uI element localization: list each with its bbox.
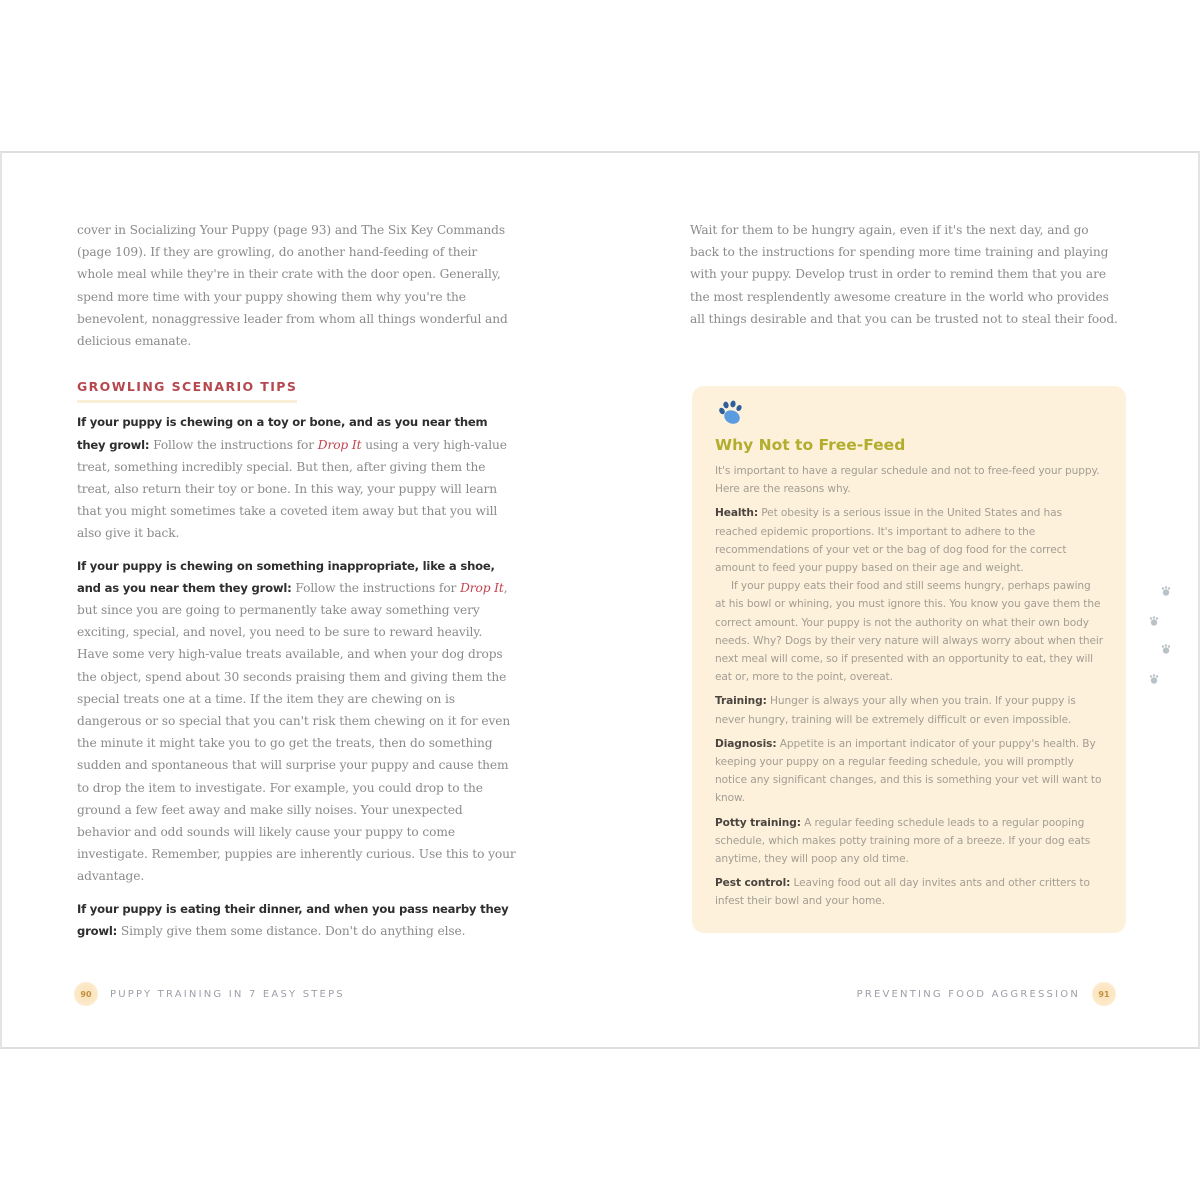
tip-paragraph [77,411,517,544]
tip-paragraph [77,898,517,942]
item-lead: Health: [715,507,758,520]
mini-paw-icon [1148,615,1160,627]
tip-lead: If your puppy is chewing on something inappropriate, like a shoe, and as you near them they growl: [77,558,495,595]
sidebar-item-training [715,692,1104,728]
sidebar-item-diagnosis [715,735,1104,808]
left-footer [74,982,345,1006]
mini-paw-icon [1160,643,1172,655]
mini-paw-icon [1160,585,1172,597]
sidebar-item-health-continuation: If your puppy eats their food and still seems hungry, perhaps pawing at his bowl or whining, you must ignore this. You know you gave them the correct amount. Your puppy is not the authority on what their own body needs. Why? Dogs by their very nature will always worry about when their next meal will come, so if presented with an opportunity to eat, they will eat or, more to the point, overeat. [715,580,1104,684]
drop-it-reference: Drop It [317,437,362,452]
tip-text: , but since you are going to permanently take away something very exciting, special, and novel, you need to be sure to reward heavily. Have some very high-value treats available, and when your dog drops the object, spend about 30 seconds praising them and giving them the special treats one at a time. If the item they are chewing on is dangerous or so special that you can't risk them chewing on it for even the minute it might take you to go get the treats, then do something sudden and spontaneous that will surprise your puppy and cause them to drop the item to investigate. For example, you could drop to the ground a few feet away and make silly noises. Your unexpected behavior and odd sounds will likely cause your puppy to come investigate. Remember, puppies are inherently curious. Use this to your advantage. [77,580,516,884]
item-text: Leaving food out all day invites ants and other critters to infest their bowl and your home. [715,877,1090,908]
sidebar-title: Why Not to Free-Feed [715,436,906,454]
sidebar-item-health [715,504,1104,577]
item-text: Pet obesity is a serious issue in the United States and has reached epidemic proportions. It's important to adhere to the recommendations of your vet or the bag of dog food for the correct amount to feed your puppy based on their age and weight. [715,507,1067,575]
item-lead: Potty training: [715,816,801,829]
left-intro-paragraph: cover in Socializing Your Puppy (page 93) and The Six Key Commands (page 109). If they are growling, do another hand-feeding of their whole meal while they're in their crate with the door open. Generally, spend more time with your puppy showing them why you're the benevolent, nonaggressive leader from whom all things wonderful and delicious emanate. [77,223,508,349]
tip-lead: If your puppy is eating their dinner, and when you pass nearby they growl: [77,901,509,938]
right-footer [857,982,1116,1006]
tip-text: using a very high-value treat, something incredibly special. But then, after giving them the treat, also return their toy or bone. In this way, your puppy will learn that you might sometimes take a coveted item away but that you will also give it back. [77,437,507,541]
book-spread [0,151,1200,1049]
tip-text: Simply give them some distance. Don't do anything else. [117,923,466,938]
item-lead: Training: [715,695,767,708]
item-lead: Diagnosis: [715,737,777,750]
left-page [77,219,517,952]
mini-paw-icon [1148,673,1160,685]
item-lead: Pest control: [715,877,791,890]
running-head: PREVENTING FOOD AGGRESSION [856,988,1080,1000]
item-text: A regular feeding schedule leads to a regular pooping schedule, which makes potty training more of a breeze. If your dog eats anytime, they will poop any old time. [715,816,1091,866]
free-feed-sidebar [692,386,1126,933]
running-head: PUPPY TRAINING IN 7 EASY STEPS [110,988,345,1000]
tip-lead: If your puppy is chewing on a toy or bone, and as you near them they growl: [77,415,488,452]
tip-text: Follow the instructions for [149,437,318,452]
paw-print-icon [715,398,745,428]
item-text: Hunger is always your ally when you train. If your puppy is never hungry, training will be extremely difficult or even impossible. [715,695,1076,726]
right-intro-paragraph: Wait for them to be hungry again, even if it's the next day, and go back to the instructions for spending more time training and playing with your puppy. Develop trust in order to remind them that you are the most resplendently awesome creature in the world who provides all things desirable and that you can be trusted not to steal their food. [690,223,1118,326]
paw-trail-decoration [1148,585,1178,695]
sidebar-item-potty-training [715,814,1104,869]
page-number-badge: 90 [74,982,98,1006]
item-text: Appetite is an important indicator of your puppy's health. By keeping your puppy on a regular feeding schedule, you will promptly notice any significant changes, and this is something your vet will want to know. [715,737,1102,805]
drop-it-reference: Drop It [460,580,504,595]
sidebar-intro: It's important to have a regular schedule and not to free-feed your puppy. Here are the reasons why. [715,465,1100,496]
page-number-badge: 91 [1092,982,1116,1006]
right-page [690,219,1120,340]
tip-paragraph [77,555,517,888]
sidebar-item-pest-control [715,874,1104,910]
tip-text: Follow the instructions for [291,580,461,595]
section-heading: GROWLING SCENARIO TIPS [77,376,297,403]
